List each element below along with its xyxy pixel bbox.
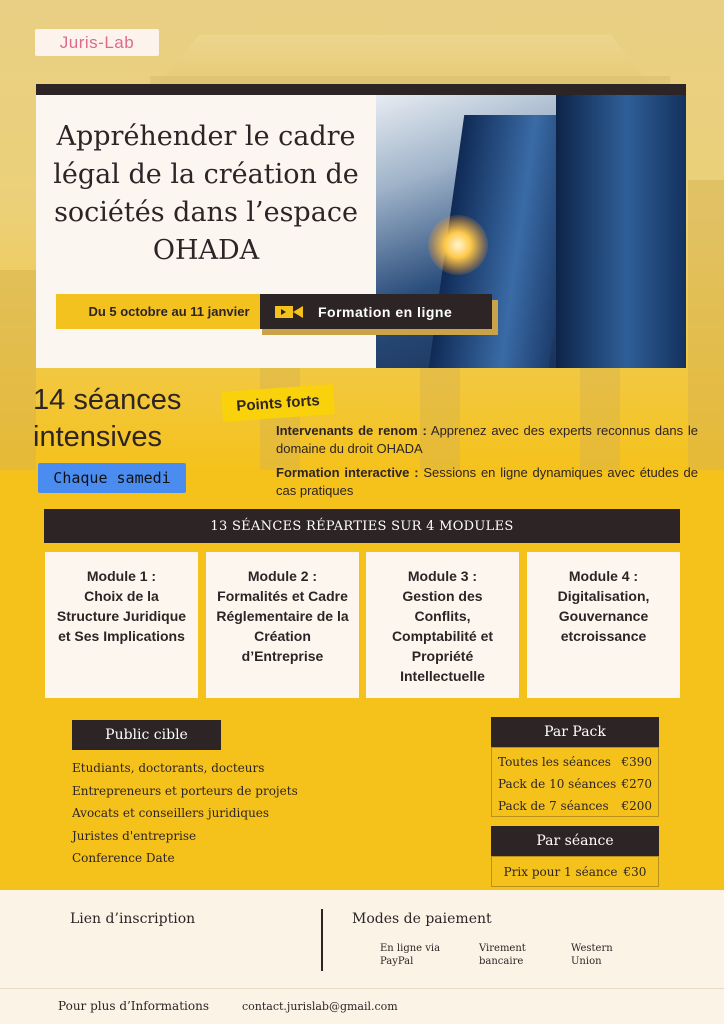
- list-item: Entrepreneurs et porteurs de projets: [72, 783, 298, 798]
- footer-divider: [321, 909, 323, 971]
- footer-panel: [0, 890, 724, 988]
- payment-title: Modes de paiement: [352, 911, 492, 927]
- highlight-title: Intervenants de renom :: [276, 423, 427, 438]
- payment-method-western-union: Western Union: [571, 943, 613, 967]
- schedule-badge: Chaque samedi: [38, 463, 186, 493]
- highlight-text: Apprenez avec des experts reconnus dans le domaine du droit OHADA: [276, 423, 698, 456]
- highlight-text: Sessions en ligne dynamiques avec études de cas pratiques: [276, 465, 699, 498]
- hero-top-bar: [36, 84, 686, 95]
- payment-method-transfer: Virement bancaire: [479, 943, 526, 967]
- pack-price-list: [491, 747, 659, 817]
- hero-banner: [36, 84, 686, 368]
- price-label: Toutes les séances: [498, 755, 611, 769]
- module-label: Module 4 :: [568, 568, 639, 584]
- online-format-badge: [260, 294, 492, 329]
- audience-header: Public cible: [72, 720, 221, 750]
- audience-list: [72, 761, 372, 874]
- module-label: Module 2 :: [247, 568, 318, 584]
- module-name: Formalités et Cadre Réglementaire de la Création d’Entreprise: [216, 588, 349, 664]
- highlights-list: [276, 422, 698, 506]
- price-row: [492, 857, 658, 886]
- module-card-3: [366, 552, 519, 698]
- brand-logo: Juris-Lab: [35, 29, 159, 56]
- video-camera-icon: [274, 304, 304, 320]
- price-label: Pack de 10 séances: [498, 777, 617, 791]
- list-item: Avocats et conseillers juridiques: [72, 806, 270, 821]
- registration-link[interactable]: Lien d’inscription: [70, 911, 196, 927]
- sessions-count-line2: intensives: [33, 421, 162, 453]
- price-label: Prix pour 1 séance: [503, 864, 618, 879]
- sessions-count-line1: 14 séances: [33, 384, 182, 416]
- module-card-4: [527, 552, 680, 698]
- modules-header: 13 SÉANCES RÉPARTIES SUR 4 MODULES: [44, 509, 680, 543]
- module-name: Digitalisation, Gouvernance etcroissance: [557, 588, 650, 644]
- module-name: Choix de la Structure Juridique et Ses Implications: [56, 588, 187, 644]
- sessions-count: [33, 382, 213, 456]
- date-range: Du 5 octobre au 11 janvier: [56, 294, 282, 329]
- highlights-tag: Points forts: [221, 384, 335, 422]
- session-price-header: Par séance: [491, 826, 659, 856]
- module-card-2: [206, 552, 359, 698]
- page-title: Appréhender le cadre légal de la création de sociétés dans l’espace OHADA: [53, 121, 359, 266]
- list-item: Etudiants, doctorants, docteurs: [72, 761, 265, 775]
- payment-method-paypal: En ligne via PayPal: [380, 943, 441, 967]
- price-row: [492, 773, 658, 795]
- highlight-item: [276, 422, 698, 458]
- session-price-box: [491, 856, 659, 887]
- price-row: [492, 751, 658, 773]
- price-value: €200: [621, 799, 652, 813]
- price-value: €390: [621, 755, 652, 769]
- online-format-label: Formation en ligne: [318, 303, 453, 320]
- list-item: Conference Date: [72, 851, 175, 866]
- module-name: Gestion des Conflits, Comptabilité et Propriété Intellectuelle: [391, 588, 494, 684]
- info-label: Pour plus d’Informations: [58, 999, 209, 1013]
- module-card-1: [45, 552, 198, 698]
- list-item: Juristes d'entreprise: [72, 828, 197, 843]
- price-value: €30: [623, 864, 647, 879]
- highlight-title: Formation interactive :: [276, 465, 419, 480]
- price-value: €270: [621, 777, 652, 791]
- pack-price-header: Par Pack: [491, 717, 659, 747]
- module-label: Module 1 :: [86, 568, 157, 584]
- module-label: Module 3 :: [407, 568, 478, 584]
- highlight-item: [276, 464, 698, 500]
- price-label: Pack de 7 séances: [498, 799, 609, 813]
- contact-email[interactable]: contact.jurislab@gmail.com: [242, 1000, 398, 1013]
- price-row: [492, 795, 658, 817]
